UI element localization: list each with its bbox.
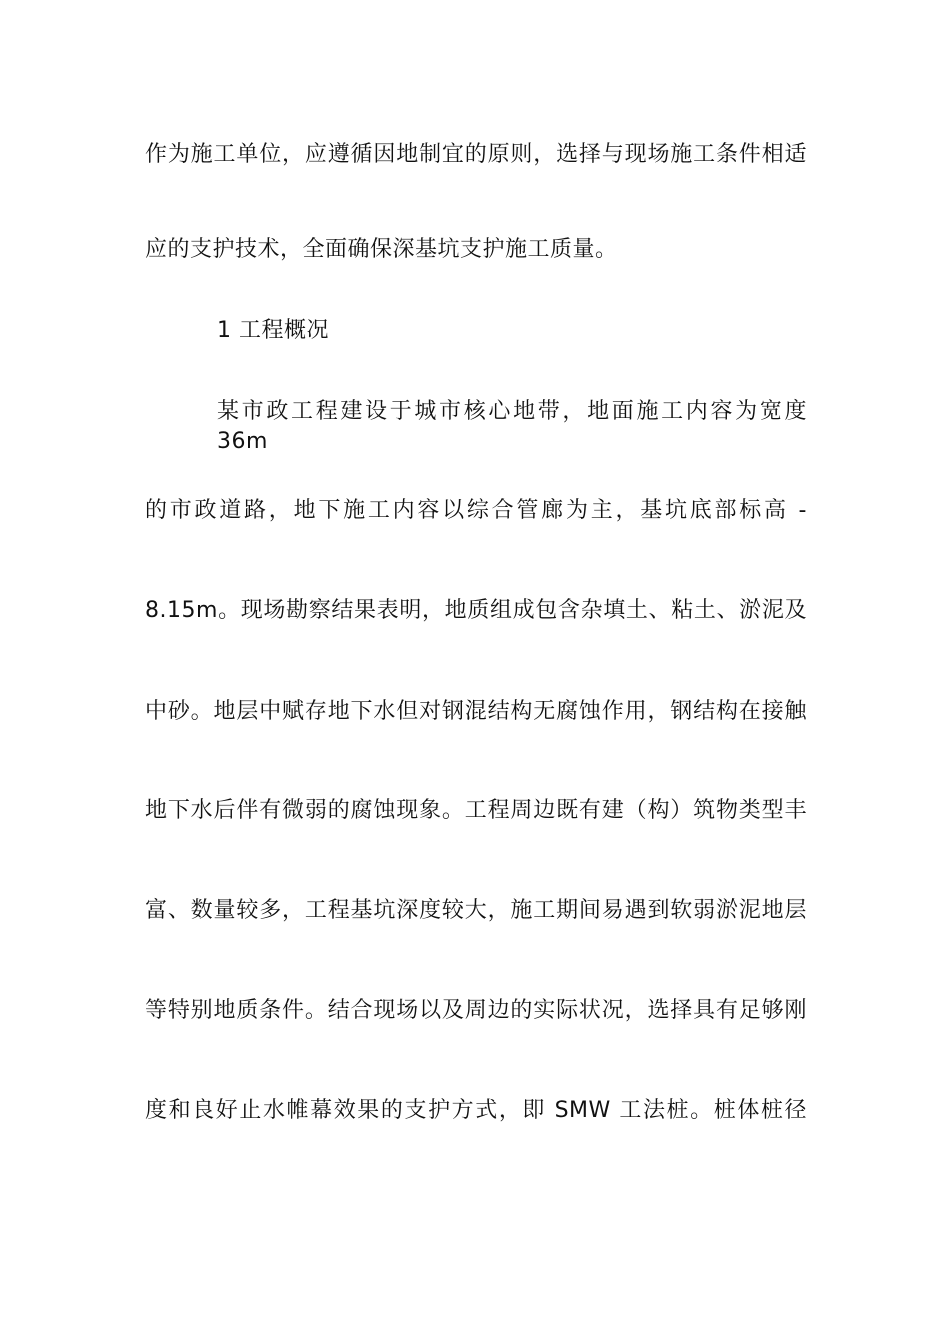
paragraph-line-3: 某市政工程建设于城市核心地带，地面施工内容为宽度 36m: [217, 399, 807, 454]
paragraph-line-10: 度和良好止水帷幕效果的支护方式，即 SMW 工法桩。桩体桩径: [145, 1098, 807, 1123]
section-heading: 1 工程概况: [217, 318, 329, 343]
paragraph-line-6: 中砂。地层中赋存地下水但对钢混结构无腐蚀作用，钢结构在接触: [145, 699, 807, 724]
paragraph-line-1: 作为施工单位，应遵循因地制宜的原则，选择与现场施工条件相适: [145, 142, 807, 167]
paragraph-line-5: 8.15m。现场勘察结果表明，地质组成包含杂填土、粘土、淤泥及: [145, 598, 807, 623]
paragraph-line-2: 应的支护技术，全面确保深基坑支护施工质量。: [145, 237, 618, 262]
paragraph-line-7: 地下水后伴有微弱的腐蚀现象。工程周边既有建（构）筑物类型丰: [145, 798, 807, 823]
paragraph-line-4: 的市政道路，地下施工内容以综合管廊为主，基坑底部标高 -: [145, 498, 807, 523]
paragraph-line-9: 等特别地质条件。结合现场以及周边的实际状况，选择具有足够刚: [145, 998, 807, 1023]
paragraph-line-8: 富、数量较多，工程基坑深度较大，施工期间易遇到软弱淤泥地层: [145, 898, 807, 923]
